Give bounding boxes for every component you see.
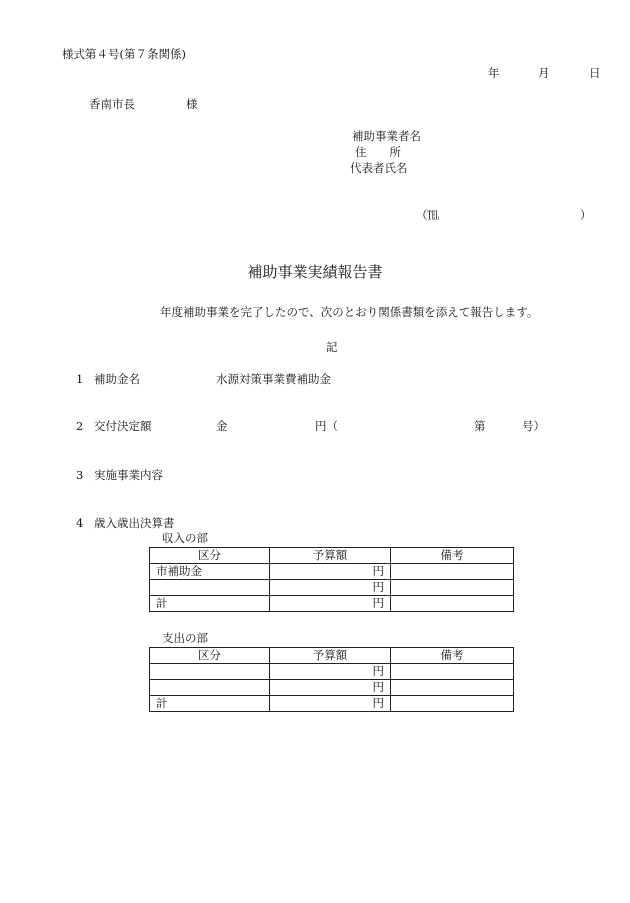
item-2-label: 交付決定額	[94, 419, 152, 433]
tel-open: （℡	[416, 208, 439, 222]
item-2-dai: 第	[474, 419, 486, 433]
table-header-category: 区分	[150, 548, 270, 564]
table-header-amount: 予算額	[270, 548, 391, 564]
form-number: 様式第４号(第７条関係)	[62, 47, 186, 61]
expense-section-label: 支出の部	[162, 631, 208, 645]
table-cell-note	[391, 664, 514, 680]
item-2-kin: 金	[216, 419, 228, 433]
table-cell-note	[391, 564, 514, 580]
representative-label: 代表者氏名	[350, 161, 408, 175]
table-cell-category: 市補助金	[150, 564, 270, 580]
item-1-label: 補助金名	[94, 372, 140, 386]
item-3-number: 3	[76, 468, 84, 482]
item-4-label: 歳入歳出決算書	[94, 516, 175, 530]
address-label: 住 所	[355, 145, 401, 159]
date-day-label: 日	[589, 66, 601, 80]
table-cell-amount: 円	[270, 596, 391, 612]
table-cell-amount: 円	[270, 696, 391, 712]
table-cell-amount: 円	[270, 564, 391, 580]
table-row	[150, 564, 514, 580]
item-1-number: 1	[76, 372, 84, 386]
table-cell-category	[150, 680, 270, 696]
item-4-number: 4	[76, 516, 84, 530]
table-header-row	[150, 548, 514, 564]
item-2-number: 2	[76, 419, 84, 433]
business-name-label: 補助事業者名	[352, 129, 421, 143]
income-table	[149, 547, 514, 612]
addressee-honorific: 様	[186, 97, 198, 111]
table-cell-note	[391, 680, 514, 696]
addressee-name: 香南市長	[89, 97, 135, 111]
table-row-total	[150, 696, 514, 712]
table-header-note: 備考	[391, 648, 514, 664]
table-cell-category: 計	[150, 696, 270, 712]
table-row	[150, 680, 514, 696]
table-cell-note	[391, 596, 514, 612]
table-cell-amount: 円	[270, 580, 391, 596]
date-year-label: 年	[488, 66, 500, 80]
item-2-go-close: 号）	[522, 419, 545, 433]
table-cell-category	[150, 580, 270, 596]
table-cell-note	[391, 696, 514, 712]
table-cell-note	[391, 580, 514, 596]
item-2-en-open: 円（	[315, 419, 338, 433]
tel-close: ）	[580, 208, 592, 222]
table-row-total	[150, 596, 514, 612]
ki-label: 記	[326, 340, 338, 354]
intro-text: 年度補助事業を完了したので、次のとおり関係書類を添えて報告します。	[160, 305, 539, 319]
table-header-row	[150, 648, 514, 664]
expense-table	[149, 647, 514, 712]
table-cell-amount: 円	[270, 664, 391, 680]
table-header-category: 区分	[150, 648, 270, 664]
table-row	[150, 580, 514, 596]
item-3-label: 実施事業内容	[94, 468, 163, 482]
table-header-amount: 予算額	[270, 648, 391, 664]
table-cell-category: 計	[150, 596, 270, 612]
table-cell-amount: 円	[270, 680, 391, 696]
document-title: 補助事業実績報告書	[247, 263, 383, 281]
income-section-label: 収入の部	[162, 531, 208, 545]
table-cell-category	[150, 664, 270, 680]
table-header-note: 備考	[391, 548, 514, 564]
table-row	[150, 664, 514, 680]
date-month-label: 月	[538, 66, 550, 80]
item-1-value: 水源対策事業費補助金	[216, 372, 331, 386]
